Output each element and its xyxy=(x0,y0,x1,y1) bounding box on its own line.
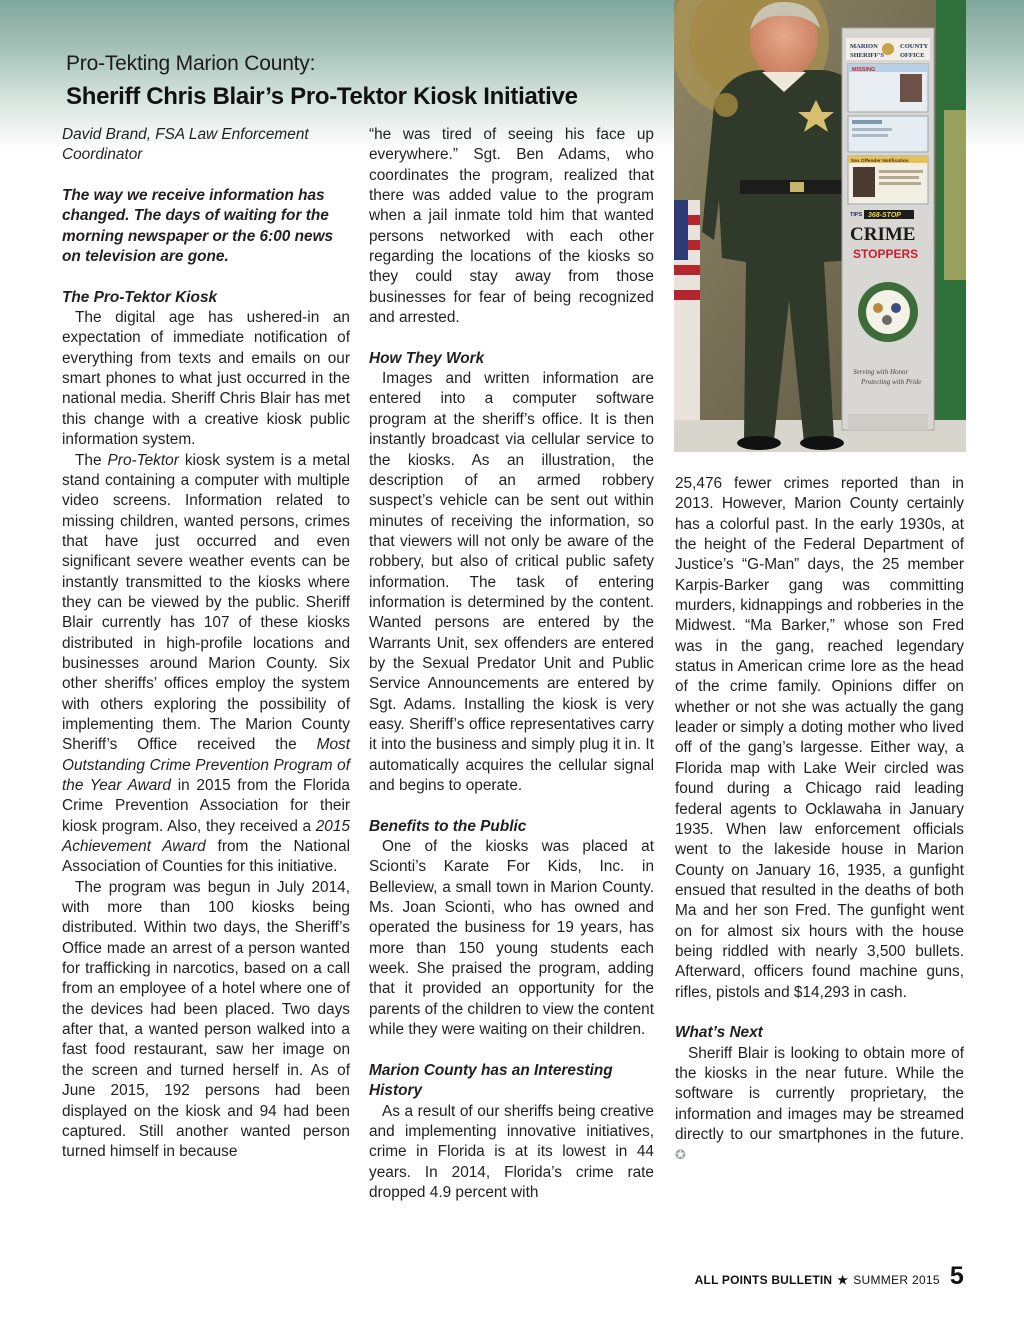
lead-paragraph: The way we receive information has changed. The days of waiting for the morning newspaper or the 6:00 news on television are gone. xyxy=(62,187,334,266)
sheriff-kiosk-photo xyxy=(674,0,966,452)
article-title: Sheriff Chris Blair’s Pro-Tektor Kiosk Initiative xyxy=(66,83,578,110)
kiosk-tipline: 368-STOP xyxy=(868,212,901,219)
byline-role: Coordinator xyxy=(62,146,143,164)
page-number: 5 xyxy=(949,1262,964,1290)
body-paragraph: Images and written information are entered into a computer software program at the sheriff’s office. It is then instantly broadcast via cellular service to the kiosks. As an illustration, the description of an armed robbery suspect’s vehicle can be sent out within minutes of receiving the information, so that viewers will not only be aware of the robbery, but also of critical public safety information. The task of entering information is determined by the content. Wanted persons are entered by the Warrants Unit, sex offenders are entered by the Sexual Predator Unit and Public Service Announcements are entered by Sgt. Adams. Installing the kiosk is very easy. Sheriff’s office representatives carry it into the business and simply plug it in. It automatically acquires the cellular signal and begins to operate. xyxy=(369,370,654,794)
publication-name: ALL POINTS BULLETIN xyxy=(694,1273,833,1287)
kiosk-header-1: MARION xyxy=(850,43,878,50)
section-heading-benefits: Benefits to the Public xyxy=(369,817,527,835)
star-icon: ★ xyxy=(837,1273,849,1287)
article-kicker: Pro-Tekting Marion County: xyxy=(66,52,316,75)
body-paragraph: One of the kiosks was placed at Scionti’s Karate For Kids, Inc. in Belleview, a small town in Marion County. Ms. Joan Scionti, who has owned and operated the business for 19 years, has more than 150 young students each week. She praised the program, adding that it provided an opportunity for the parents of the children to view the content while they were waiting on their children. xyxy=(369,838,654,1039)
kiosk-header-3: SHERIFF’S xyxy=(850,52,884,59)
body-paragraph: The Pro-Tektor kiosk system is a metal stand containing a computer with multiple video screens. Information related to missing children, wanted persons, crimes that have just occurred and even significant severe weather events can be instantly transmitted to the kiosks where they can be viewed by the public. Sheriff Blair currently has 107 of these kiosks distributed in high-profile locations and businesses around Marion County. Six other sheriffs’ offices employ the system with others exploring the possibility of implementing them. The Marion County Sheriff’s Office received the Most Outstanding Crime Prevention Program of the Year Award in 2015 from the Florida Crime Prevention Association for their kiosk program. Also, they received a 2015 Achievement Award from the National Association of Counties for this initiative. xyxy=(62,451,351,876)
body-paragraph: 25,476 fewer crimes reported than in 2013. However, Marion County certainly has a colorful past. In the early 1930s, at the height of the Federal Department of Justice’s “G-Man” days, the 25 member Karpis-Barker gang was committing murders, kidnappings and robberies in the Midwest. “Ma Barker,” whose son Fred was in the gang, reached legendary status in American crime lore as the head of the crime family. Opinions differ on whether or not she was actually the gang leader or simply a doting mother who lived off of the gang’s largesse. Either way, a Florida map with Lake Weir circled was found during a Chicago raid leading federal agents to Ocklawaha in January 1935. When law enforcement officials went to the lakeside house in Marion County on January 16, 1935, a gunfight ensued that resulted in the deaths of both Ma and her son Fred. The gunfight went on for almost six hours with the house being riddled with nearly 3,500 bullets. Afterward, officers found machine guns, rifles, pistols and $14,293 in cash. xyxy=(675,475,964,1001)
section-heading-kiosk: The Pro-Tektor Kiosk xyxy=(62,288,218,306)
kiosk-stoppers-label: STOPPERS xyxy=(853,247,919,261)
kiosk-motto-2: Protecting with Pride xyxy=(861,378,922,386)
section-heading-history: Marion County has an Interesting History xyxy=(369,1061,613,1100)
page-footer xyxy=(695,1262,964,1291)
body-paragraph: The program was begun in July 2014, with more than 100 kiosks being distributed. Within two days, the Sheriff’s Office made an arrest of a person wanted for trafficking in narcotics, based on a call from an employee of a hotel where one of the devices had been placed. Two days after that, a wanted person walked into a fast food restaurant, saw her image on the screen and turned herself in. As of June 2015, 192 persons had been displayed on the kiosk and 94 had been captured. Still another wanted person turned himself in because xyxy=(62,878,350,1161)
body-paragraph: “he was tired of seeing his face up everywhere.” Sgt. Ben Adams, who coordinates the program, realized that there was added value to the program when a jail inmate told him that wanted persons networked with each other regarding the locations of the kiosks so they could stay away from those businesses for fear of being recognized and arrested. xyxy=(369,126,654,327)
kiosk-offender-label: Sex Offender Notification xyxy=(851,159,909,164)
article-column-1 xyxy=(62,125,350,1163)
kiosk-missing-label: MISSING xyxy=(852,67,876,73)
byline-author: David Brand, FSA Law Enforcement xyxy=(62,126,309,143)
issue-season: SUMMER 2015 xyxy=(853,1273,940,1287)
article-column-3 xyxy=(675,474,964,1166)
body-paragraph: As a result of our sheriffs being creative and implementing innovative initiatives, crime in Florida is at its lowest in 44 years. In 2014, Florida’s crime rate dropped 4.9 percent with xyxy=(369,1102,654,1201)
body-paragraph: Sheriff Blair is looking to obtain more of the kiosks in the near future. While the software is currently proprietary, the information and images may be streamed directly to our smartphones in the future. ✪ xyxy=(675,1044,964,1163)
section-heading-next: What’s Next xyxy=(675,1024,763,1042)
kiosk-crime-label: CRIME xyxy=(850,224,916,245)
kiosk-tips-label: TIPS xyxy=(850,212,863,218)
section-heading-how: How They Work xyxy=(369,349,485,367)
kiosk-header-2: COUNTY xyxy=(900,43,929,50)
kiosk-motto-1: Serving with Honor xyxy=(853,368,909,376)
kiosk-header-4: OFFICE xyxy=(900,52,925,59)
end-of-article-icon: ✪ xyxy=(675,1147,686,1163)
article-column-2 xyxy=(369,125,654,1203)
body-paragraph: The digital age has ushered-in an expectation of immediate notification of everything from texts and emails on our smart phones to what just occurred in the national media. Sheriff Chris Blair has met this change with a creative kiosk public information system. xyxy=(62,309,350,449)
